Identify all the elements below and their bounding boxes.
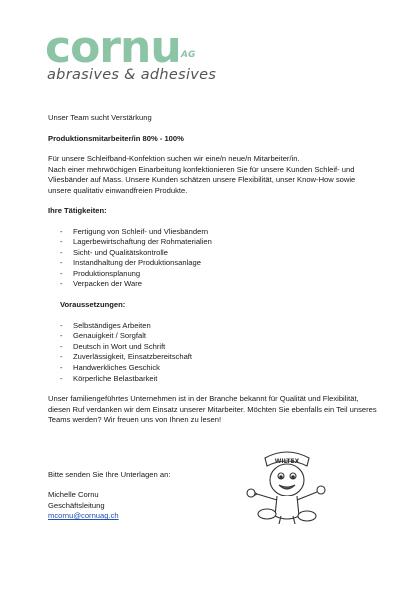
contact-role: Geschäftsleitung <box>48 500 105 510</box>
position-title: Produktionsmitarbeiter/in 80% - 100% <box>48 133 184 143</box>
logo-wordmark: cornu <box>45 22 181 73</box>
list-item: - Lagerbewirtschaftung der Rohmaterialien <box>48 237 378 248</box>
logo-tagline: abrasives & adhesives <box>47 67 217 83</box>
list-item: - Instandhaltung der Produktionsanlage <box>48 258 378 269</box>
list-item: - Körperliche Belastbarkeit <box>48 374 378 385</box>
requirements-list <box>48 321 378 385</box>
contact-name: Michelle Cornu <box>48 490 99 500</box>
mascot-banner-text: WILTEX <box>274 458 300 465</box>
contact-request: Bitte senden Sie Ihre Unterlagen an: <box>48 469 171 479</box>
mascot-icon <box>237 440 337 528</box>
list-item: - Produktionsplanung <box>48 269 378 280</box>
description-line-1: Für unsere Schleifband-Konfektion suchen wir eine/n neue/n Mitarbeiter/in. <box>48 154 300 163</box>
contact-email-link[interactable]: mcornu@cornuag.ch <box>48 511 119 521</box>
list-item: - Verpacken der Ware <box>48 279 378 290</box>
list-item: - Selbständiges Arbeiten <box>48 321 378 332</box>
list-item: - Genauigkeit / Sorgfalt <box>48 331 378 342</box>
requirements-heading: Voraussetzungen: <box>60 300 126 310</box>
tasks-list <box>48 227 378 291</box>
company-logo <box>45 22 217 86</box>
list-item: - Deutsch in Wort und Schrift <box>48 342 378 353</box>
closing-paragraph: Unser familiengeführtes Unternehmen ist in der Branche bekannt für Qualität und Flexibilität, diesen Ruf verdanken wir dem Einsatz unserer Mitarbeiter. Möchten Sie ebenfalls ein Teil unseres Teams werden? Wir freuen uns von Ihnen zu lesen! <box>48 394 377 425</box>
list-item: - Sicht- und Qualitätskontrolle <box>48 248 378 259</box>
intro-line: Unser Team sucht Verstärkung <box>48 113 152 122</box>
list-item: - Handwerkliches Geschick <box>48 363 378 374</box>
logo-suffix: AG <box>181 50 196 60</box>
list-item: - Fertigung von Schleif- und Vliesbändern <box>48 227 378 238</box>
tasks-heading: Ihre Tätigkeiten: <box>48 206 107 215</box>
list-item: - Zuverlässigkeit, Einsatzbereitschaft <box>48 352 378 363</box>
description-line-2: Nach einer mehrwöchigen Einarbeitung konfektionieren Sie für unsere Kunden Schleif- und Vliesbänder auf Mass. Unsere Kunden schätzen unsere Flexibilität, unser Know-How sowie unsere qualitativ einwandfreien Produkte. <box>48 164 356 195</box>
